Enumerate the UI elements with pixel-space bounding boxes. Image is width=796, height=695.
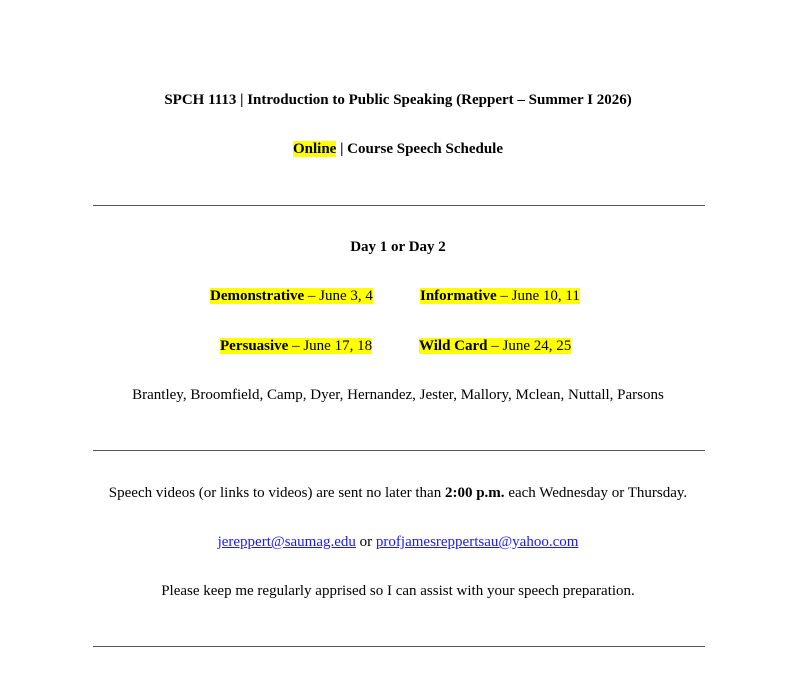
speech-name: Wild Card [419,338,488,354]
email-link-secondary[interactable]: profjamesreppertsau@yahoo.com [375,534,579,550]
speech-dates: – June 24, 25 [487,338,572,354]
speech-name: Informative [420,288,497,304]
speech-demonstrative [210,287,373,305]
speech-name: Persuasive [220,338,289,354]
online-highlight: Online [293,141,337,157]
deadline-text-after: each Wednesday or Thursday. [504,485,688,501]
speech-name: Demonstrative [210,288,305,304]
speech-dates: – June 10, 11 [496,288,580,304]
course-title: SPCH 1113 | Introduction to Public Speaking (Reppert – Summer I 2026) [164,92,632,108]
deadline-text-before: Speech videos (or links to videos) are sent no later than [108,485,445,501]
contact-emails [0,533,796,551]
student-list: Brantley, Broomfield, Camp, Dyer, Hernandez, Jester, Mallory, Mclean, Nuttall, Parsons [132,387,664,403]
speech-dates: – June 3, 4 [304,288,373,304]
deadline-time: 2:00 p.m. [444,485,505,501]
speech-informative [420,287,580,305]
email-connector: or [355,534,376,550]
schedule-heading: Day 1 or Day 2 [350,239,446,255]
speech-persuasive [220,337,372,355]
submission-deadline [0,484,796,502]
email-link-primary[interactable]: jereppert@saumag.edu [217,534,356,550]
divider-1 [93,205,705,206]
speech-dates: – June 17, 18 [288,338,373,354]
speech-wild-card [419,337,571,355]
subtitle-rest: | Course Speech Schedule [336,141,503,157]
course-subtitle [0,140,796,158]
preparation-note: Please keep me regularly apprised so I can assist with your speech preparation. [161,583,635,599]
divider-3 [93,646,705,647]
divider-2 [93,450,705,451]
